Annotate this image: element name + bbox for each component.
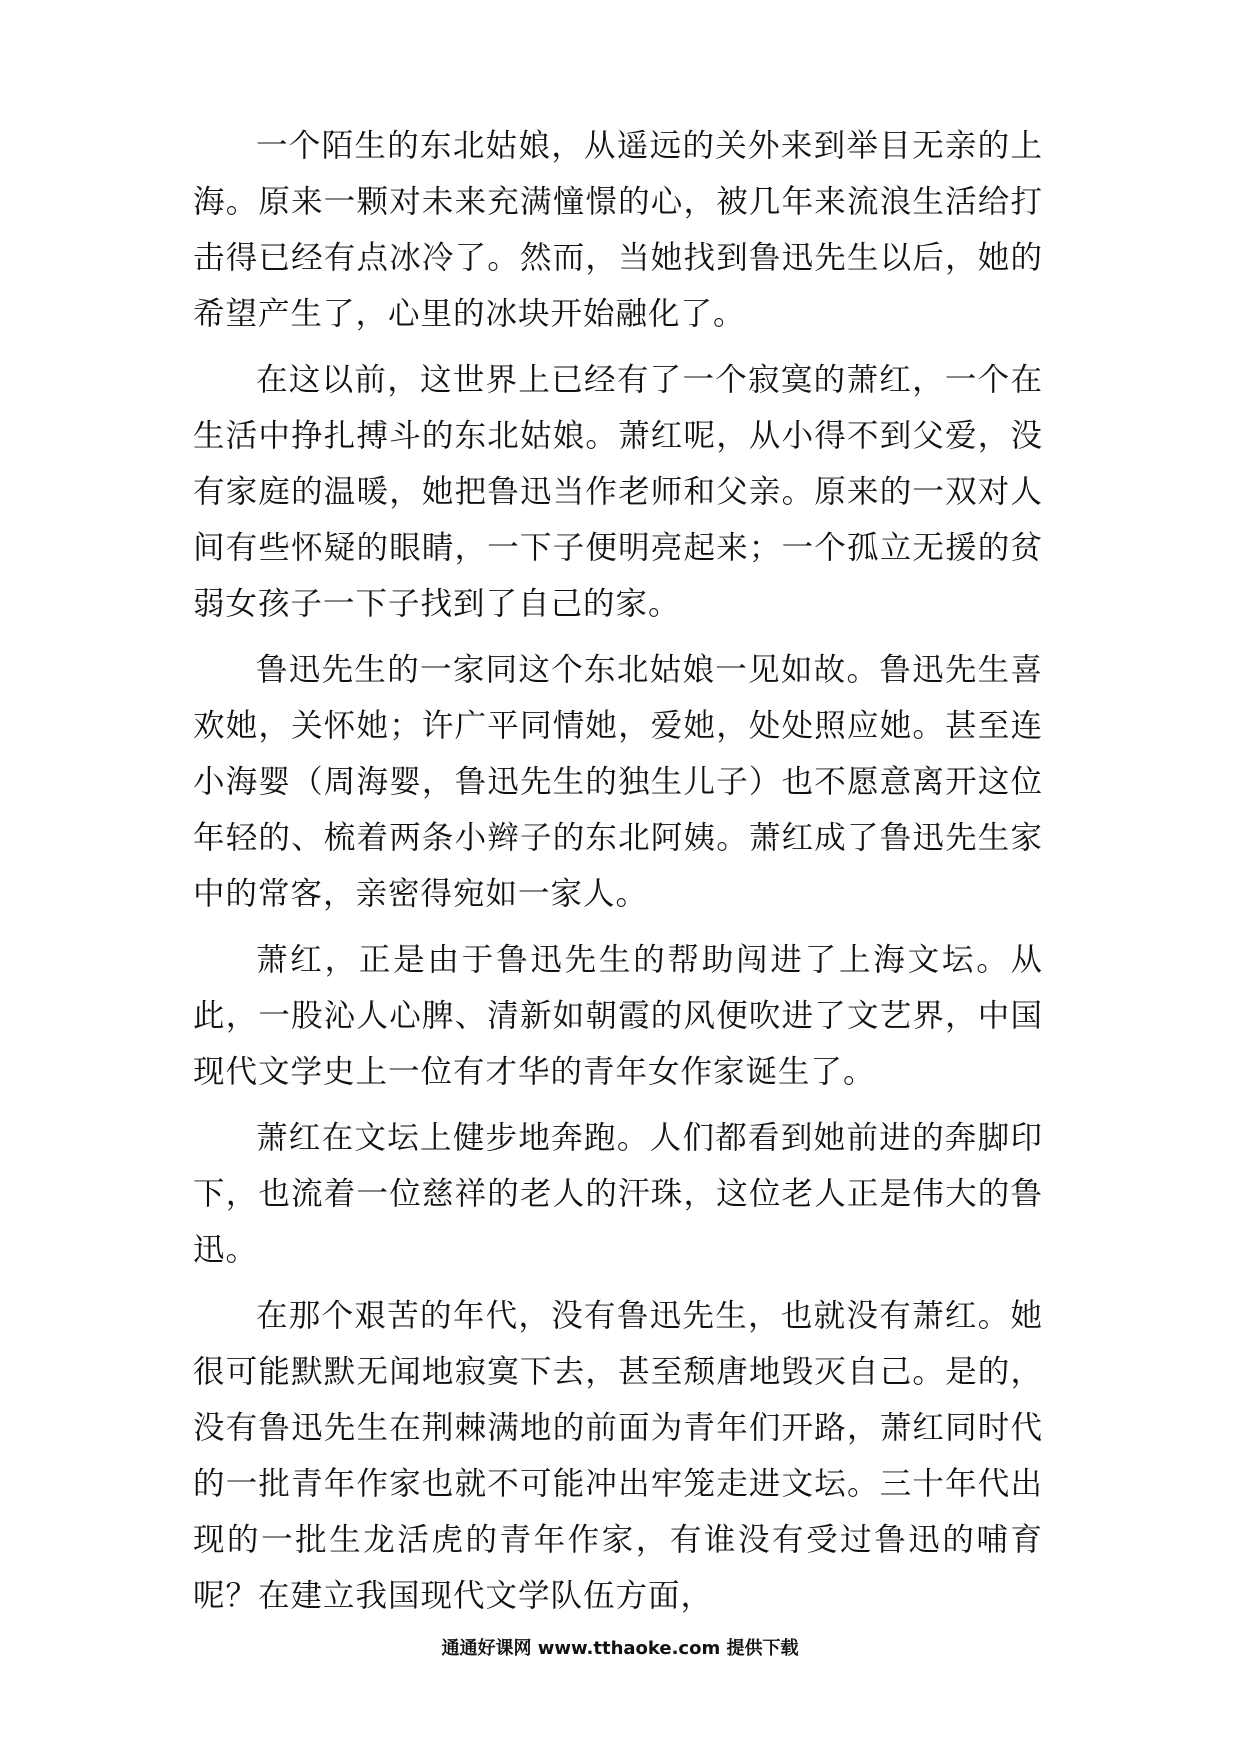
document-body: [193, 118, 1043, 1634]
paragraph-6: 在那个艰苦的年代，没有鲁迅先生，也就没有萧红。她很可能默默无闻地寂寞下去，甚至颓唐地毁灭自己。是的，没有鲁迅先生在荆棘满地的前面为青年们开路，萧红同时代的一批青年作家也就不可能冲出牢笼走进文坛。三十年代出现的一批生龙活虎的青年作家，有谁没有受过鲁迅的哺育呢？在建立我国现代文学队伍方面，: [193, 1298, 1043, 1614]
paragraph-5: 萧红在文坛上健步地奔跑。人们都看到她前进的奔脚印下，也流着一位慈祥的老人的汗珠，这位老人正是伟大的鲁迅。: [193, 1120, 1043, 1268]
paragraph-1: 一个陌生的东北姑娘，从遥远的关外来到举目无亲的上海。原来一颗对未来充满憧憬的心，被几年来流浪生活给打击得已经有点冰冷了。然而，当她找到鲁迅先生以后，她的希望产生了，心里的冰块开始融化了。: [193, 128, 1043, 332]
paragraph-3: 鲁迅先生的一家同这个东北姑娘一见如故。鲁迅先生喜欢她，关怀她；许广平同情她，爱她，处处照应她。甚至连小海婴（周海婴，鲁迅先生的独生儿子）也不愿意离开这位年轻的、梳着两条小辫子的东北阿姨。萧红成了鲁迅先生家中的常客，亲密得宛如一家人。: [193, 652, 1043, 912]
paragraph-4: 萧红，正是由于鲁迅先生的帮助闯进了上海文坛。从此，一股沁人心脾、清新如朝霞的风便吹进了文艺界，中国现代文学史上一位有才华的青年女作家诞生了。: [193, 942, 1043, 1090]
paragraph-2: 在这以前，这世界上已经有了一个寂寞的萧红，一个在生活中挣扎搏斗的东北姑娘。萧红呢，从小得不到父爱，没有家庭的温暖，她把鲁迅当作老师和父亲。原来的一双对人间有些怀疑的眼睛，一下子便明亮起来；一个孤立无援的贫弱女孩子一下子找到了自己的家。: [193, 362, 1043, 622]
footer-watermark: 通通好课网 www.tthaoke.com 提供下载: [441, 1638, 799, 1659]
